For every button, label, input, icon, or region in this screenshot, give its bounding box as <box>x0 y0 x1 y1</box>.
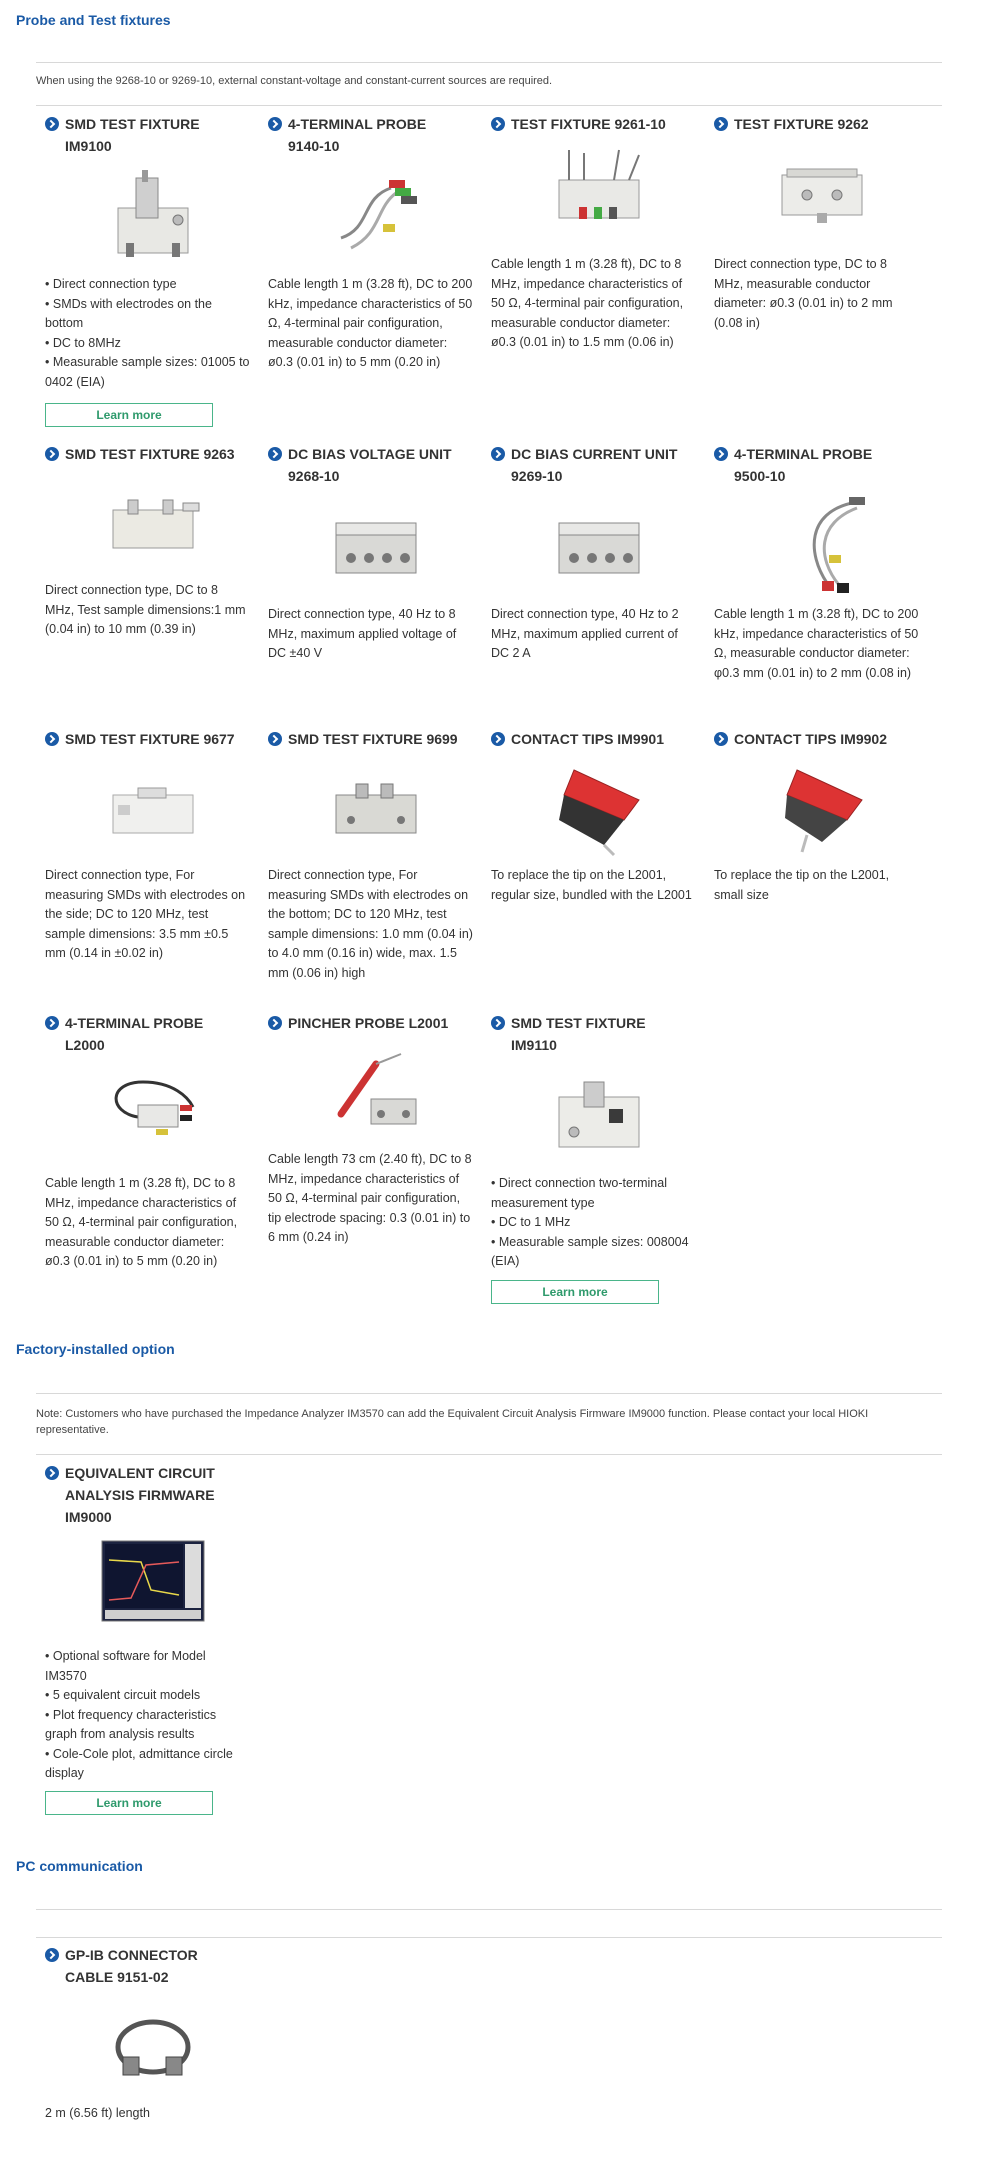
im9110-bullets: • Direct connection two-terminal measurement type • DC to 1 MHz • Measurable sample sizes: 008004 (EIA) <box>491 1174 696 1272</box>
chevron-right-icon <box>491 447 505 461</box>
product-9500-10 <box>714 443 929 680</box>
product-description: Direct connection type, For measuring SMDs with electrodes on the bottom; DC to 120 MHz, test sample dimensions: 1.0 mm (0.04 in) to 4.0 mm (0.16 in) wide, max. 1.5 mm (0.06 in) high <box>268 868 473 980</box>
product-image <box>714 760 929 865</box>
product-im9901 <box>491 728 706 902</box>
product-image <box>491 498 706 603</box>
product-description: Direct connection type, 40 Hz to 8 MHz, maximum applied voltage of DC ±40 V <box>268 607 457 660</box>
product-title-link[interactable]: DC BIAS VOLTAGE UNIT 9268-10 <box>268 443 483 487</box>
product-title-link[interactable]: CONTACT TIPS IM9902 <box>714 728 929 750</box>
product-9677 <box>45 728 260 960</box>
product-description: 2 m (6.56 ft) length <box>45 2106 150 2120</box>
chevron-right-icon <box>714 732 728 746</box>
product-image <box>268 1044 483 1149</box>
product-image <box>268 168 483 273</box>
product-l2001 <box>268 1012 483 1244</box>
chevron-right-icon <box>45 1948 59 1962</box>
product-description: Cable length 1 m (3.28 ft), DC to 200 kHz, impedance characteristics of 50 Ω, 4-terminal pair configuration, measurable conductor diameter: ø0.3 (0.01 in) to 5 mm (0.20 in) <box>268 277 473 369</box>
chevron-right-icon <box>268 117 282 131</box>
im9100-bullets: • Direct connection type • SMDs with electrodes on the bottom • DC to 8MHz • Measurable sample sizes: 01005 to 0402 (EIA) <box>45 275 250 392</box>
product-image <box>45 1540 260 1630</box>
chevron-right-icon <box>45 732 59 746</box>
learn-more-button[interactable]: Learn more <box>45 403 213 427</box>
product-title-link[interactable]: SMD TEST FIXTURE IM9110 <box>491 1012 706 1056</box>
chevron-right-icon <box>491 732 505 746</box>
chevron-right-icon <box>268 1016 282 1030</box>
product-description <box>491 1174 696 1272</box>
product-description: To replace the tip on the L2001, regular size, bundled with the L2001 <box>491 868 692 902</box>
product-image <box>45 168 260 273</box>
im9000-bullets: • Optional software for Model IM3570 • 5 equivalent circuit models • Plot frequency characteristics graph from analysis results • Cole-Cole plot, admittance circle display <box>45 1647 250 1784</box>
product-description: To replace the tip on the L2001, small size <box>714 868 890 902</box>
chevron-right-icon <box>45 117 59 131</box>
learn-more-button[interactable]: Learn more <box>491 1280 659 1304</box>
product-im9100 <box>45 113 260 422</box>
chevron-right-icon <box>714 447 728 461</box>
product-title-link[interactable]: SMD TEST FIXTURE 9699 <box>268 728 483 750</box>
product-9262 <box>714 113 929 330</box>
chevron-right-icon <box>714 117 728 131</box>
product-9699 <box>268 728 483 980</box>
product-image <box>268 498 483 603</box>
product-image <box>45 475 260 580</box>
section-title-probes: Probe and Test fixtures <box>16 12 171 28</box>
product-image <box>45 760 260 865</box>
chevron-right-icon <box>491 117 505 131</box>
product-description: Direct connection type, For measuring SMDs with electrodes on the side; DC to 120 MHz, test sample dimensions: 3.5 mm ±0.5 mm (0.14 in ±0.02 in) <box>45 868 246 960</box>
product-image <box>491 760 706 865</box>
product-description: Direct connection type, DC to 8 MHz, Test sample dimensions:1 mm (0.04 in) to 10 mm (0.39 in) <box>45 583 246 636</box>
product-description <box>45 275 250 392</box>
chevron-right-icon <box>268 732 282 746</box>
product-title-link[interactable]: SMD TEST FIXTURE 9263 <box>45 443 260 465</box>
product-description: Direct connection type, 40 Hz to 2 MHz, maximum applied current of DC 2 A <box>491 607 679 660</box>
product-title-link[interactable]: PINCHER PROBE L2001 <box>268 1012 483 1034</box>
product-title-link[interactable]: SMD TEST FIXTURE 9677 <box>45 728 260 750</box>
product-description: Cable length 1 m (3.28 ft), DC to 8 MHz, impedance characteristics of 50 Ω, 4-terminal pair configuration, measurable conductor diameter: ø0.3 (0.01 in) to 1.5 mm (0.06 in) <box>491 257 684 349</box>
chevron-right-icon <box>45 1466 59 1480</box>
product-title-link[interactable]: TEST FIXTURE 9262 <box>714 113 929 135</box>
product-title-link[interactable]: CONTACT TIPS IM9901 <box>491 728 706 750</box>
factory-note: Note: Customers who have purchased the Impedance Analyzer IM3570 can add the Equivalent Circuit Analysis Firmware IM9000 function. Please contact your local HIOKI representative. <box>36 1393 942 1455</box>
product-image <box>45 2002 260 2107</box>
product-l2000 <box>45 1012 260 1268</box>
product-9269-10 <box>491 443 706 660</box>
product-title-link[interactable]: SMD TEST FIXTURE IM9100 <box>45 113 260 157</box>
product-description <box>45 1647 250 1784</box>
divider <box>36 1937 942 1938</box>
divider <box>36 1909 942 1910</box>
product-image <box>491 1067 706 1172</box>
product-description: Cable length 73 cm (2.40 ft), DC to 8 MHz, impedance characteristics of 50 Ω, 4-terminal pair configuration, tip electrode spacing: 0.3 (0.01 in) to 6 mm (0.24 in) <box>268 1152 472 1244</box>
product-description: Cable length 1 m (3.28 ft), DC to 200 kHz, impedance characteristics of 50 Ω, measurable conductor diameter: φ0.3 mm (0.01 in) to 2 mm (0.08 in) <box>714 607 919 680</box>
chevron-right-icon <box>45 447 59 461</box>
product-title-link[interactable]: 4-TERMINAL PROBE 9500-10 <box>714 443 929 487</box>
product-im9902 <box>714 728 929 902</box>
learn-more-button[interactable]: Learn more <box>45 1791 213 1815</box>
product-9140-10 <box>268 113 483 369</box>
chevron-right-icon <box>45 1016 59 1030</box>
product-9151-02 <box>45 1944 260 2120</box>
product-title-link[interactable]: TEST FIXTURE 9261-10 <box>491 113 706 135</box>
product-9263 <box>45 443 260 636</box>
product-image <box>714 493 929 598</box>
product-title-link[interactable]: 4-TERMINAL PROBE L2000 <box>45 1012 260 1056</box>
product-description: Cable length 1 m (3.28 ft), DC to 8 MHz, impedance characteristics of 50 Ω, 4-terminal pair configuration, measurable conductor diameter: ø0.3 (0.01 in) to 5 mm (0.20 in) <box>45 1176 238 1268</box>
product-title-link[interactable]: DC BIAS CURRENT UNIT 9269-10 <box>491 443 706 487</box>
product-9268-10 <box>268 443 483 660</box>
product-im9000 <box>45 1462 260 1810</box>
probes-note: When using the 9268-10 or 9269-10, external constant-voltage and constant-current sources are required. <box>36 62 942 106</box>
product-title-link[interactable]: GP-IB CONNECTOR CABLE 9151-02 <box>45 1944 260 1988</box>
product-image <box>491 145 706 250</box>
section-title-factory: Factory-installed option <box>16 1341 175 1357</box>
product-image <box>45 1067 260 1172</box>
product-image <box>268 760 483 865</box>
product-title-link[interactable]: 4-TERMINAL PROBE 9140-10 <box>268 113 483 157</box>
product-image <box>714 145 929 250</box>
product-description: Direct connection type, DC to 8 MHz, measurable conductor diameter: ø0.3 (0.01 in) to 2 mm (0.08 in) <box>714 257 893 330</box>
product-im9110 <box>491 1012 706 1299</box>
chevron-right-icon <box>268 447 282 461</box>
product-title-link[interactable]: EQUIVALENT CIRCUIT ANALYSIS FIRMWARE IM9000 <box>45 1462 260 1528</box>
product-9261-10 <box>491 113 706 349</box>
section-title-pc: PC communication <box>16 1858 143 1874</box>
chevron-right-icon <box>491 1016 505 1030</box>
